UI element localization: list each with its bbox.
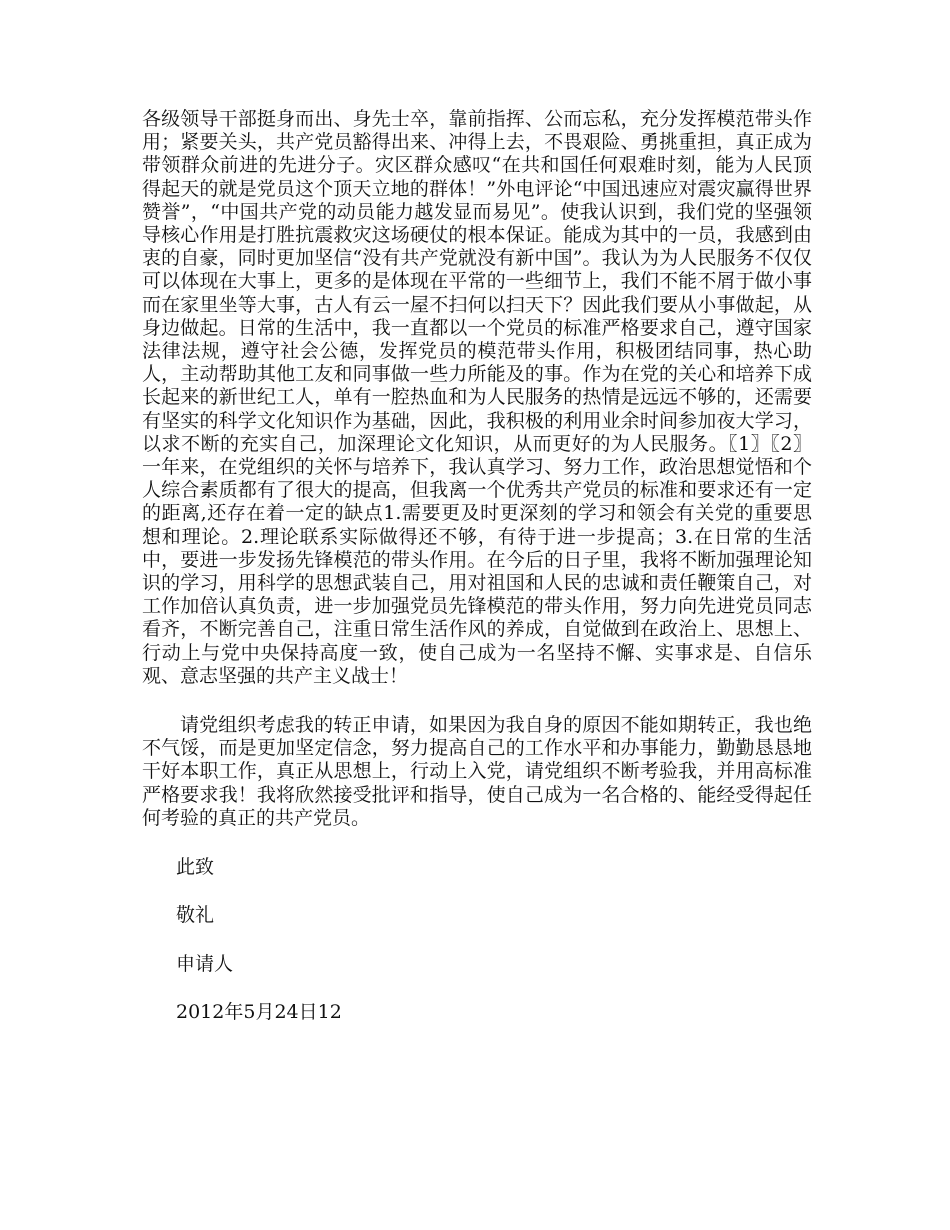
closing-salutation: 此致 xyxy=(176,856,215,879)
body-paragraph-1: 各级领导干部挺身而出、身先士卒，靠前指挥、公而忘私，充分发挥模范带头作用；紧要关头，共产党员豁得出来、冲得上去，不畏艰险、勇挑重担，真正成为带领群众前进的先进分子。灾区群众感叹“在共和国任何艰难时刻，能为人民顶得起天的就是党员这个顶天立地的群体！”外电评论“中国迅速应对震灾赢得世界赞誉”，“中国共产党的动员能力越发显而易见”。使我认识到，我们党的坚强领导核心作用是打胜抗震救灾这场硬仗的根本保证。能成为其中的一员，我感到由衷的自豪，同时更加坚信“没有共产党就没有新中国”。我认为为人民服务不仅仅可以体现在大事上，更多的是体现在平常的一些细节上，我们不能不屑于做小事而在家里坐等大事，古人有云一屋不扫何以扫天下？因此我们要从小事做起，从身边做起。日常的生活中，我一直都以一个党员的标准严格要求自己，遵守国家法律法规，遵守社会公德，发挥党员的模范带头作用，积极团结同事，热心助人，主动帮助其他工友和同事做一些力所能及的事。作为在党的关心和培养下成长起来的新世纪工人，单有一腔热血和为人民服务的热情是远远不够的，还需要有坚实的科学文化知识作为基础，因此，我积极的利用业余时间参加夜大学习，以求不断的充实自己，加深理论文化知识，从而更好的为人民服务。〖1〗〖2〗一年来，在党组织的关怀与培养下，我认真学习、努力工作，政治思想觉悟和个人综合素质都有了很大的提高，但我离一个优秀共产党员的标准和要求还有一定的距离,还存在着一定的缺点1.需要更及时更深刻的学习和领会有关党的重要思想和理论。2.理论联系实际做得还不够，有待于进一步提高；3.在日常的生活中，要进一步发扬先锋模范的带头作用。在今后的日子里，我将不断加强理论知识的学习，用科学的思想武装自己，用对祖国和人民的忠诚和责任鞭策自己，对工作加倍认真负责，进一步加强党员先锋模范的带头作用，努力向先进党员同志看齐，不断完善自己，注重日常生活作风的养成，自觉做到在政治上、思想上、行动上与党中央保持高度一致，使自己成为一名坚持不懈、实事求是、自信乐观、意志坚强的共产主义战士！ xyxy=(142,108,812,687)
body-paragraph-2: 请党组织考虑我的转正申请，如果因为我自身的原因不能如期转正，我也绝不气馁，而是更加坚定信念，努力提高自己的工作水平和办事能力，勤勤恳恳地干好本职工作，真正从思想上，行动上入党，请党组织不断考验我，并用高标准严格要求我！我将欣然接受批评和指导，使自己成为一名合格的、能经受得起任何考验的真正的共产党员。 xyxy=(142,714,812,829)
document-date: 2012年5月24日12 xyxy=(176,1000,342,1023)
applicant-label: 申请人 xyxy=(176,952,234,975)
closing-regards: 敬礼 xyxy=(176,904,215,927)
document-page xyxy=(142,108,812,1024)
